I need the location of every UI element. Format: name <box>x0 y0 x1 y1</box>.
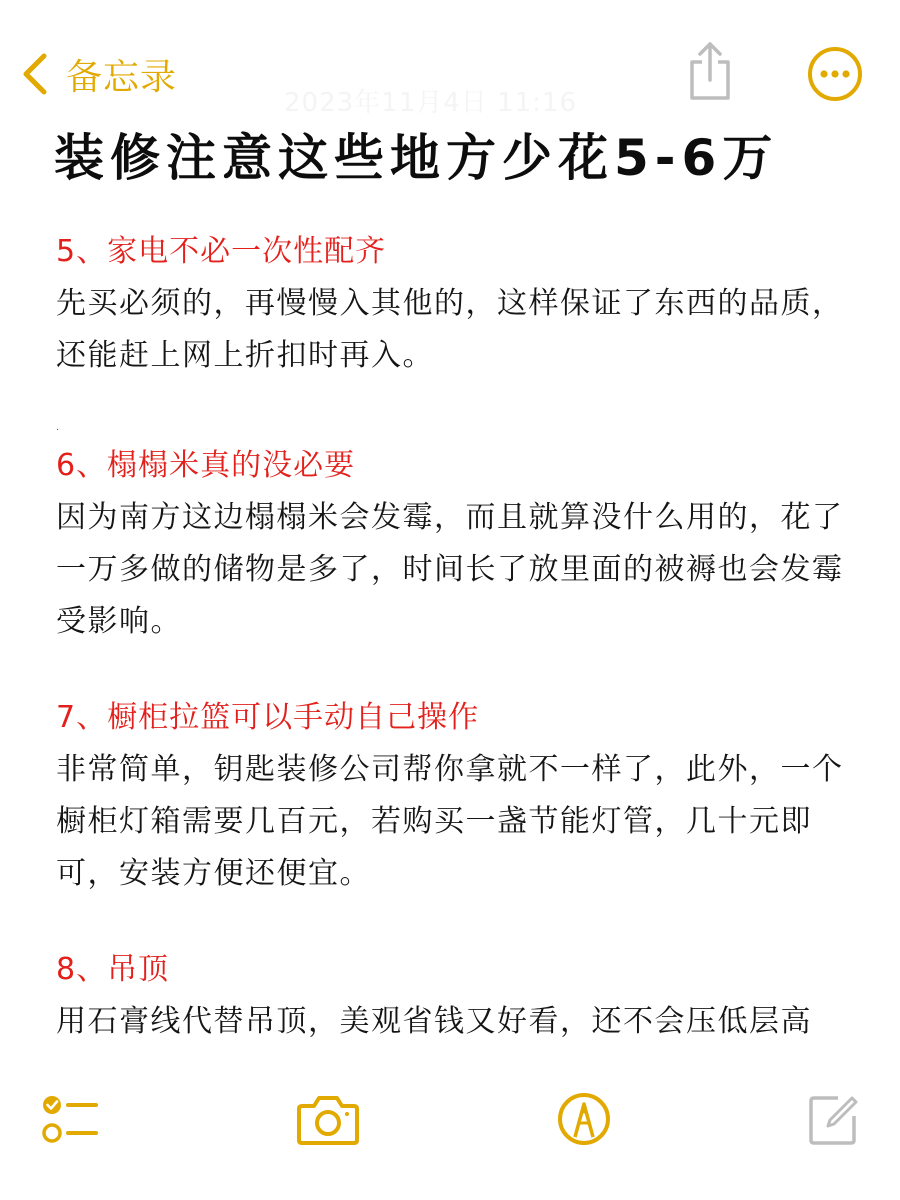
section-body: 用石膏线代替吊顶，美观省钱又好看，还不会压低层高 <box>56 1004 812 1039</box>
bottom-toolbar <box>0 1080 900 1160</box>
more-icon[interactable] <box>806 45 864 103</box>
back-label: 备忘录 <box>66 56 178 98</box>
note-section <box>56 440 856 648</box>
chevron-left-icon <box>18 50 52 98</box>
section-heading: 5、家电不必一次性配齐 <box>56 234 387 269</box>
section-body: 先买必须的，再慢慢入其他的，这样保证了东西的品质，还能赶上网上折扣时再入。 <box>56 286 844 373</box>
section-heading: 6、榻榻米真的没必要 <box>56 448 356 483</box>
section-body: 因为南方这边榻榻米会发霉，而且就算没什么用的，花了一万多做的储物是多了，时间长了放里面的被褥也会发霉受影响。 <box>56 500 844 639</box>
note-section <box>56 226 856 382</box>
note-date: 2023年11月4日 11:16 <box>284 88 577 118</box>
checklist-icon[interactable] <box>40 1092 100 1148</box>
note-body[interactable] <box>56 226 856 1092</box>
share-icon[interactable] <box>682 40 738 102</box>
section-heading: 8、吊顶 <box>56 952 170 987</box>
camera-icon[interactable] <box>296 1092 360 1146</box>
compose-icon[interactable] <box>808 1090 860 1146</box>
section-heading: 7、橱柜拉篮可以手动自己操作 <box>56 700 480 735</box>
note-section <box>56 692 856 900</box>
note-title: 装修注意这些地方少花5-6万 <box>54 129 779 187</box>
section-body: 非常简单，钥匙装修公司帮你拿就不一样了，此外，一个橱柜灯箱需要几百元，若购买一盏节能灯管，几十元即可，安装方便还便宜。 <box>56 752 844 891</box>
note-section <box>56 944 856 1048</box>
navigation-bar <box>0 0 900 120</box>
stray-mark: . <box>56 422 60 433</box>
markup-pen-icon[interactable] <box>556 1090 612 1148</box>
back-button[interactable] <box>18 46 177 102</box>
